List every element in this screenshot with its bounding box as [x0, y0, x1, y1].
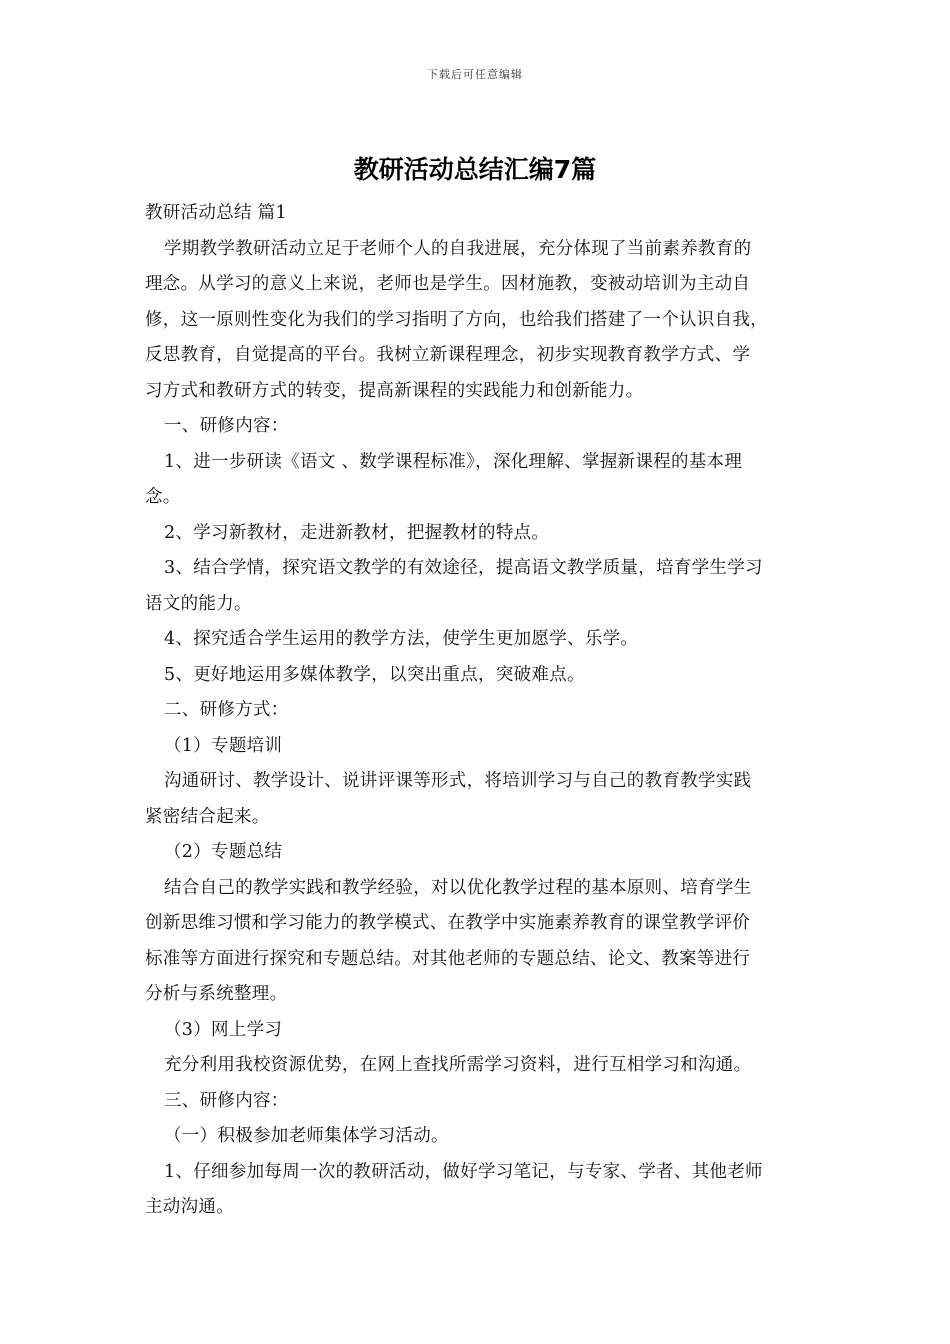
text-line: 念。 [145, 487, 181, 507]
text-line: 2、学习新教材，走进新教材，把握教材的特点。 [164, 522, 550, 543]
text-line: 分析与系统整理。 [145, 984, 288, 1004]
text-line: 沟通研讨、教学设计、说讲评课等形式，将培训学习与自己的教育教学实践 [164, 771, 752, 791]
text-line: 充分利用我校资源优势，在网上查找所需学习资料，进行互相学习和沟通。 [164, 1055, 752, 1075]
document-title: 教研活动总结汇编7篇 [353, 155, 597, 184]
text-line: 习方式和教研方式的转变，提高新课程的实践能力和创新能力。 [145, 380, 644, 401]
text-line: 二、研修方式： [164, 700, 289, 720]
text-line: （3）网上学习 [164, 1019, 283, 1040]
text-line: 结合自己的教学实践和教学经验，对以优化教学过程的基本原则、培育学生 [164, 877, 752, 898]
text-line: 主动沟通。 [145, 1197, 234, 1217]
text-line: 3、结合学情，探究语文教学的有效途径，提高语文教学质量，培育学生学习 [164, 558, 763, 578]
text-line: 反思教育，自觉提高的平台。我树立新课程理念，初步实现教育教学方式、学 [145, 345, 751, 365]
paragraph-lines [145, 232, 810, 1226]
text-line: 修，这一原则性变化为我们的学习指明了方向，也给我们搭建了一个认识自我， [145, 309, 768, 330]
text-line: 4、探究适合学生运用的教学方法，使学生更加愿学、乐学。 [164, 629, 639, 649]
text-line: 理念。从学习的意义上来说，老师也是学生。因材施教，变被动培训为主动自 [145, 274, 751, 294]
text-line: 1、仔细参加每周一次的教研活动，做好学习笔记，与专家、学者、其他老师 [164, 1161, 763, 1182]
text-line: 1、进一步研读《语文 、数学课程标准》，深化理解、掌握新课程的基本理 [164, 451, 743, 472]
text-line: 一、研修内容： [164, 416, 289, 436]
header-note: 下载后可任意编辑 [427, 68, 523, 81]
text-line: 创新思维习惯和学习能力的教学模式、在教学中实施素养教育的课堂教学评价 [145, 913, 751, 933]
text-line: 语文的能力。 [145, 593, 252, 614]
text-line: （一）积极参加老师集体学习活动。 [164, 1126, 449, 1146]
text-line: 三、研修内容： [164, 1090, 289, 1111]
text-line: 5、更好地运用多媒体教学，以突出重点，突破难点。 [164, 664, 585, 685]
text-line: （2）专题总结 [164, 842, 283, 862]
text-line: 标准等方面进行探究和专题总结。对其他老师的专题总结、论文、教案等进行 [145, 948, 751, 969]
text-line: （1）专题培训 [164, 735, 283, 756]
section-subtitle: 教研活动总结 篇1 [145, 203, 287, 223]
document-body [145, 196, 810, 1226]
text-line: 学期教学教研活动立足于老师个人的自我进展，充分体现了当前素养教育的 [164, 238, 752, 259]
text-line: 紧密结合起来。 [145, 806, 270, 827]
